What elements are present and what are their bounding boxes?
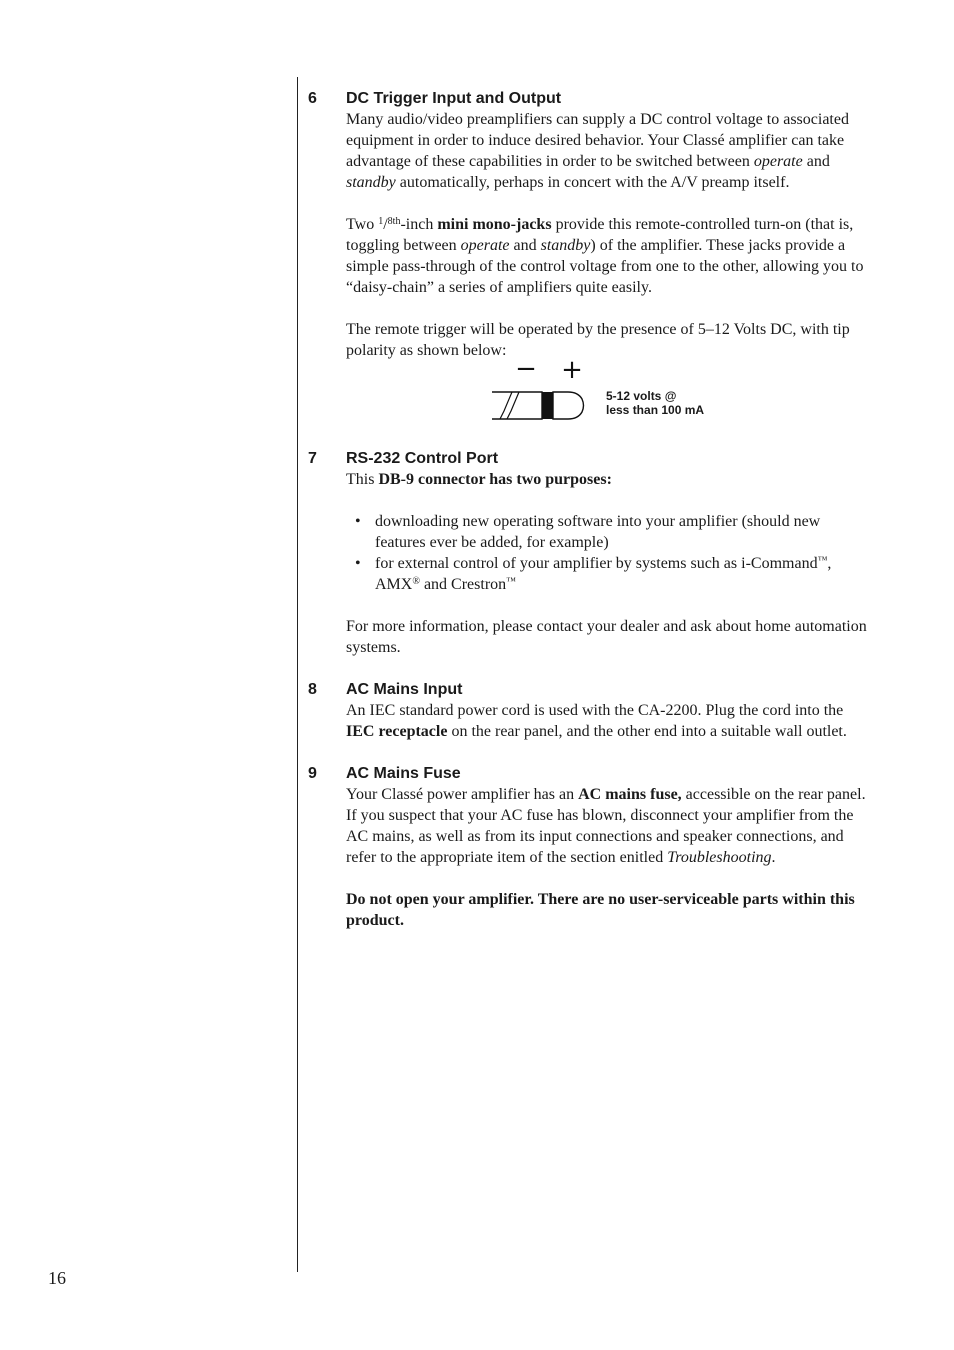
paragraph [346,469,868,490]
page-number: 16 [48,1268,66,1288]
bold-text: mini mono-jacks [437,216,552,233]
section-dc-trigger [308,88,868,427]
text: . [771,849,776,866]
section-title: AC Mains Input [346,681,463,698]
plug-tip [553,392,584,419]
text: -inch [400,216,438,233]
text: An IEC standard power cord is used with the CA-2200. Plug the cord into the [346,702,844,719]
section-heading [308,448,868,469]
purpose-list [346,511,868,595]
fraction-numerator: 1 [378,216,384,227]
text: automatically, perhaps in concert with the A/V preamp itself. [395,174,790,191]
plug-groove-2 [507,392,519,419]
plus-sign: + [561,361,583,385]
section-heading [308,679,868,700]
fraction-denominator: 8 [387,216,393,227]
ordinal-suffix: th [392,216,401,227]
voltage-label-line: 5-12 volts @ [606,389,677,403]
section-body [346,784,868,931]
section-body [346,469,868,658]
section-number: 7 [308,450,317,467]
text: accessible on the rear panel. If you suspect that your AC fuse has blown, disconnect your amplifier from the AC mains, as well as from its input connections and speaker connections, and refer to the appropriate item of the section enitled [346,786,866,866]
section-number: 6 [308,90,317,107]
bold-text: AC mains fuse, [578,786,682,803]
paragraph: The remote trigger will be operated by the presence of 5–12 Volts DC, with tip polarity as shown below: [346,321,850,359]
section-title: RS-232 Control Port [346,450,499,467]
section-ac-mains-fuse [308,763,868,931]
paragraph [346,109,868,193]
bullet: • [355,513,361,530]
current-label-line: less than 100 mA [606,403,705,417]
section-ac-mains-input [308,679,868,742]
emphasis: operate [460,237,510,254]
section-title: AC Mains Fuse [346,765,461,782]
minus-sign: − [515,361,537,384]
list-item [346,553,868,595]
paragraph [346,700,868,742]
warning-text: Do not open your amplifier. There are no user-serviceable parts within this product. [346,891,855,929]
text: Two [346,216,379,233]
emphasis: standby [346,174,396,191]
text: This [346,471,379,488]
page-content [308,88,868,952]
vertical-rule [297,77,298,1272]
registered-mark: ® [412,576,420,587]
section-body [346,700,868,742]
text: Your Classé power amplifier has an [346,786,579,803]
section-number: 8 [308,681,317,698]
section-heading [308,88,868,109]
text: downloading new operating software into your amplifier (should new features ever be added, for example) [375,513,821,551]
trademark: ™ [506,576,516,587]
section-rs232 [308,448,868,658]
text: ) of the amplifier. These jacks provide a simple pass-through of the control voltage from one to the other, allowing you to “daisy-chain” a series of amplifiers quite easily. [346,237,864,296]
text: and Crestron [419,576,507,593]
text: on the rear panel, and the other end into a suitable wall outlet. [447,723,847,740]
trademark: ™ [817,555,828,566]
text: and [802,153,830,170]
bold-text: DB-9 connector has two purposes: [378,471,612,488]
bold-text: IEC receptacle [346,723,448,740]
plug-groove [500,392,512,419]
tip-polarity-figure [346,361,868,427]
warning-paragraph [346,889,868,931]
section-title: DC Trigger Input and Output [346,90,562,107]
paragraph [346,784,868,868]
paragraph: For more information, please contact your dealer and ask about home automation systems. [346,618,867,656]
section-body [346,109,868,427]
text: and [509,237,541,254]
text: Many audio/video preamplifiers can supply a DC control voltage to associated equipment in order to induce desired behavior. Your Classé amplifier can take advantage of these capabilities in order to be switched between [346,111,849,170]
list-item [346,511,868,553]
text: for external control of your amplifier by systems such as i-Command [375,555,818,572]
section-heading [308,763,868,784]
text: provide this remote-controlled turn-on (that is, toggling between [346,216,854,254]
emphasis: operate [753,153,803,170]
section-number: 9 [308,765,317,782]
text: , AMX [375,555,832,593]
fraction-separator: / [383,216,388,233]
voltage-label [606,389,704,417]
paragraph [346,214,868,298]
plug-insulator [542,392,553,419]
emphasis: standby [540,237,591,254]
emphasis: Troubleshooting [667,849,772,866]
bullet: • [355,555,361,572]
